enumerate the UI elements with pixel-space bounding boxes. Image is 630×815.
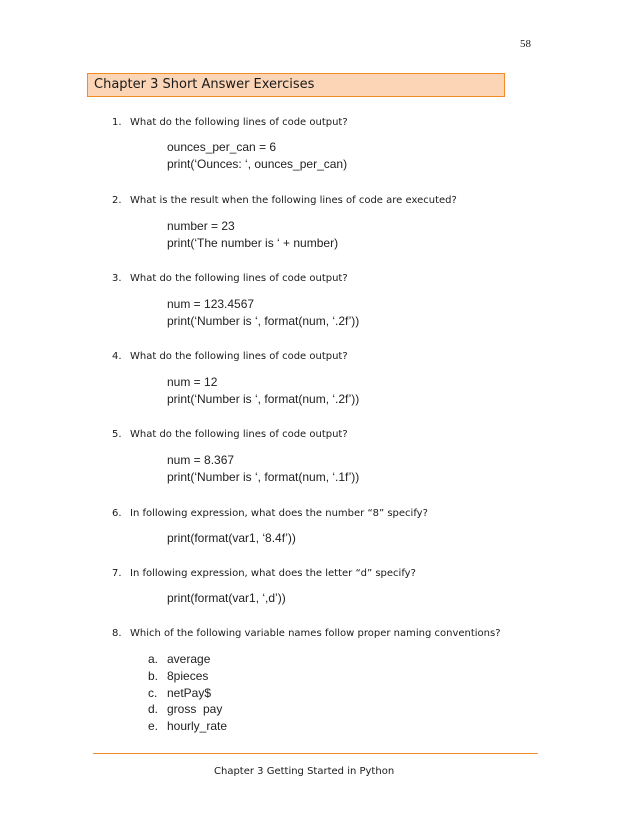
question-number: 5. xyxy=(112,429,122,440)
question-number: 3. xyxy=(112,273,122,284)
code-line: number = 23 xyxy=(167,219,235,233)
question-5 xyxy=(112,429,348,440)
code-block-2 xyxy=(167,218,338,252)
option-letter: a. xyxy=(148,652,159,666)
list-item xyxy=(148,685,227,702)
code-block-5 xyxy=(167,452,359,486)
option-letter: d. xyxy=(148,702,159,717)
code-line: print(format(var1, ‘8.4f’)) xyxy=(167,531,296,545)
question-text: Which of the following variable names follow proper naming conventions? xyxy=(130,628,501,639)
option-text: netPay$ xyxy=(167,685,212,700)
code-block-1 xyxy=(167,139,347,173)
code-line: num = 123.4567 xyxy=(167,297,255,311)
option-text: gross pay xyxy=(167,702,223,717)
code-line: print(‘Ounces: ‘, ounces_per_can) xyxy=(167,157,348,171)
question-2 xyxy=(112,195,457,206)
question-number: 4. xyxy=(112,351,122,362)
question-number: 1. xyxy=(112,117,122,128)
option-text: hourly_rate xyxy=(167,719,228,734)
question-7 xyxy=(112,568,416,579)
code-block-6 xyxy=(167,530,296,547)
question-text: What do the following lines of code output? xyxy=(130,273,348,284)
question-text: What is the result when the following lines of code are executed? xyxy=(130,195,457,206)
list-item xyxy=(148,651,227,668)
code-line: print(‘Number is ‘, format(num, ‘.2f’)) xyxy=(167,314,360,328)
question-number: 7. xyxy=(112,568,122,579)
list-item xyxy=(148,668,227,685)
option-letter: e. xyxy=(148,719,159,734)
question-text: In following expression, what does the letter “d” specify? xyxy=(130,568,416,579)
code-line: print(‘The number is ‘ + number) xyxy=(167,236,339,250)
option-letter: b. xyxy=(148,668,159,683)
option-text: 8pieces xyxy=(167,668,209,683)
question-number: 6. xyxy=(112,508,122,519)
code-line: num = 8.367 xyxy=(167,453,235,467)
list-item xyxy=(148,701,227,718)
question-text: In following expression, what does the number “8” specify? xyxy=(130,508,428,519)
footer-divider xyxy=(93,753,538,754)
question-1 xyxy=(112,117,348,128)
code-line: print(‘Number is ‘, format(num, ‘.2f’)) xyxy=(167,392,360,406)
code-line: print(‘Number is ‘, format(num, ‘.1f’)) xyxy=(167,470,360,484)
question-number: 2. xyxy=(112,195,122,206)
question-text: What do the following lines of code output? xyxy=(130,429,348,440)
question-number: 8. xyxy=(112,628,122,639)
code-block-7 xyxy=(167,590,286,607)
question-6 xyxy=(112,508,428,519)
question-4 xyxy=(112,351,348,362)
footer-text: Chapter 3 Getting Started in Python xyxy=(214,766,395,777)
page-number: 58 xyxy=(520,38,531,50)
question-text: What do the following lines of code output? xyxy=(130,351,348,362)
code-line: num = 12 xyxy=(167,375,218,389)
question-text: What do the following lines of code output? xyxy=(130,117,348,128)
section-title: Chapter 3 Short Answer Exercises xyxy=(87,73,505,97)
question-8 xyxy=(112,628,501,639)
option-list xyxy=(148,651,227,735)
code-line: print(format(var1, ‘,d’)) xyxy=(167,591,286,605)
code-block-4 xyxy=(167,374,359,408)
code-line: ounces_per_can = 6 xyxy=(167,140,277,154)
option-letter: c. xyxy=(148,685,158,700)
list-item xyxy=(148,718,227,735)
code-block-3 xyxy=(167,296,359,330)
question-3 xyxy=(112,273,348,284)
option-text: average xyxy=(167,652,211,666)
